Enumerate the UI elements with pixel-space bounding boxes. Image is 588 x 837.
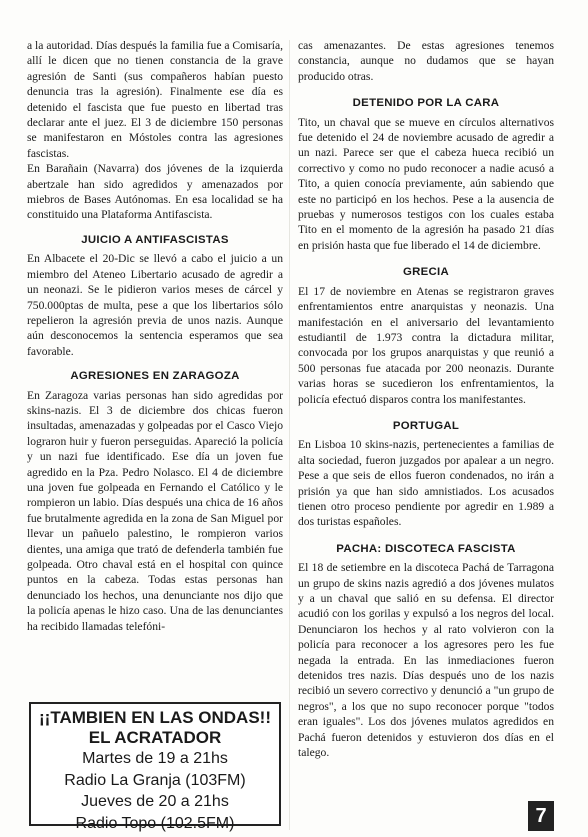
radio-schedule-tuesday: Martes de 19 a 21hs: [82, 750, 228, 767]
zaragoza-paragraph: En Zaragoza varias personas han sido agredidas por skins-nazis. El 3 de diciembre dos chicas fueron insultadas, amenazadas y golpeadas por el Casco Viejo lograron huir y fueron perseguidas. Apareció la policía y un nazi fue identificado. Ese día un joven fue agredido en la Pza. Pedro Nolasco. El 4 de diciembre una joven fue golpeada en Fernando el Católico y le rompieron un labio. Días después una chica de 16 años fue brutalmente agredida en la zona de San Miguel por llevar un pañuelo palestino, le rompieron varios dientes, una amiga que trató de defenderla también fue golpeada. Otro chaval está en el hospital con quince puntos en la cabeza. Todas estas personas han denunciado los hechos, una denunciante nos dijo que la policía apenas le hizo caso. Una de las denunciantes ha recibido llamadas telefóni-: [27, 388, 283, 633]
radio-box-program-name: EL ACRATADOR: [88, 728, 222, 747]
column-divider: [289, 40, 290, 830]
grecia-heading: GRECIA: [402, 266, 450, 279]
zaragoza-heading: AGRESIONES EN ZARAGOZA: [70, 370, 240, 383]
detenido-heading: DETENIDO POR LA CARA: [352, 97, 500, 110]
radio-station-la-granja: Radio La Granja (103FM): [64, 771, 246, 789]
juicio-paragraph: En Albacete el 20-Dic se llevó a cabo el juicio a un miembro del Ateneo Libertario acusado de agredir a un neonazi. Se le pidieron varios meses de cárcel y 750.000ptas de multa, pese a que los libertarios sólo repelieron la agresión previa de unos nazis. Aunque aún desconocemos la sentencia esperamos que sea favorable.: [27, 252, 283, 358]
continuation-paragraph: cas amenazantes. De estas agresiones tenemos constancia, aunque no dudamos que se hayan producido otras.: [298, 39, 554, 83]
page-number: 7: [528, 801, 554, 831]
grecia-paragraph: El 17 de noviembre en Atenas se registraron graves enfrentamientos entre anarquistas y neonazis. Una manifestación en el aniversario del levantamiento estudiantil de 1.973 contra la dictadura militar, convocada por los grupos anarquistas y que reunió a 500 personas fue atacada por 200 neonazis. Durante varias horas se sucedieron los enfrentamientos, la policía efectuó disparos contra los manifestantes.: [298, 284, 554, 406]
radio-station-topo: Radio Topo (102.5FM): [75, 814, 235, 832]
intro-paragraph: a la autoridad. Días después la familia fue a Comisaría, allí le dicen que no tienen constancia de la grave agresión de Santi (sus compañeros habían puesto denuncia tras la agresión). Finalmente ese día es detenido el fascista que fue puesto en libertad tras declarar ante el juez. El 3 de diciembre 150 personas se manifestaron en Móstoles contra las agresiones fascistas.: [27, 39, 283, 160]
right-column: [298, 38, 554, 760]
portugal-paragraph: En Lisboa 10 skins-nazis, pertenecientes a familias de alta sociedad, fueron juzgados por apalear a un negro. Pese a que seis de ellos fueron condenados, no irán a prisión ya que han sido amnistiados. Los acusados tienen otro proceso pendiente por agredir en 1.989 a dos turistas españoles.: [298, 438, 554, 529]
juicio-heading: JUICIO A ANTIFASCISTAS: [81, 233, 229, 246]
baranain-paragraph: En Barañain (Navarra) dos jóvenes de la izquierda abertzale han sido agredidos y amenazados por miebros de Bases Autónomas. En esa localidad se ha constituido una Plataforma Antifascista.: [27, 162, 283, 222]
left-column: [27, 38, 283, 634]
detenido-paragraph: Tito, un chaval que se mueve en círculos alternativos fue detenido el 24 de noviembre acusado de agredir a un nazi. Parece ser que el cabeza hueca recibió un correctivo y como no pudo reconocer a nadie acusó a Tito, a quien conocía previamente, aún sabiendo que este no participó en los hechos. Pese a la ausencia de pruebas y numerosos testigos con los cuales estaba Tito en el momento de la agresión ha pasado 21 días en prisión hasta que fue liberado el 14 de diciembre.: [298, 115, 554, 252]
radio-schedule-thursday: Jueves de 20 a 21hs: [81, 793, 229, 810]
radio-announcement-box: [29, 702, 281, 832]
portugal-heading: PORTUGAL: [392, 419, 460, 432]
radio-box-title: ¡¡TAMBIEN EN LAS ONDAS!!: [39, 708, 271, 727]
pacha-heading: PACHA: DISCOTECA FASCISTA: [336, 542, 516, 555]
pacha-paragraph: El 18 de setiembre en la discoteca Pachá de Tarragona un grupo de skins nazis agredió a dos jóvenes mulatos y a un chaval que salió en su defensa. El director acudió con los gorilas y expulsó a los negros del local. Denunciaron los hechos y al rato volvieron con la policía para reconocer a los agresores pero les fue negada la entrada. En las inmediaciones fueron detenidos tres nazis. Días después uno de los nazis recibió un severo correctivo y denunció a "un grupo de negros", a los que no supo reconocer porque "todos eran iguales". Los dos jóvenes mulatos agredidos en Pachá fueron detenidos y estuvieron dos días en el talego.: [298, 561, 554, 760]
